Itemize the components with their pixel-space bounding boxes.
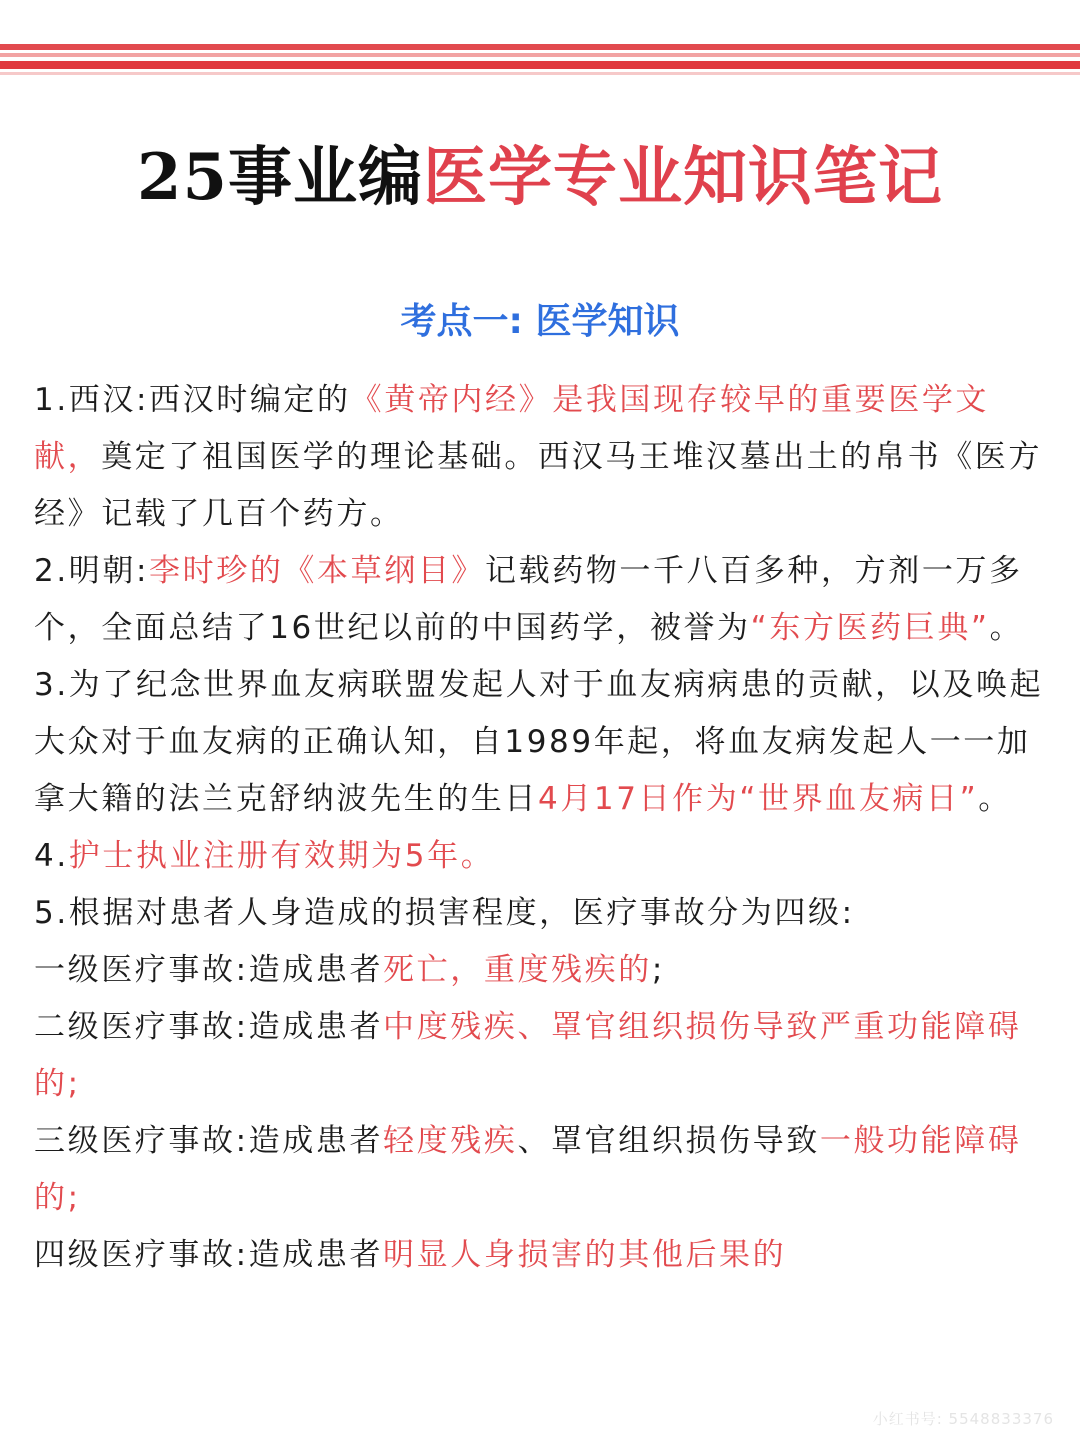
highlighted-text: 《黄帝内经》是我国现存较早的重要医学文献，: [34, 382, 990, 475]
highlighted-text: 护士执业注册有效期为5年。: [68, 838, 495, 874]
highlighted-text: 一般功能障碍的;: [34, 1123, 1022, 1216]
page-title: [0, 130, 1080, 226]
note-text: 。: [978, 781, 1012, 817]
band-stripe: [0, 44, 1080, 50]
note-text: 5.根据对患者人身造成的损害程度，医疗事故分为四级:: [34, 895, 855, 931]
note-item: [34, 828, 1050, 885]
note-item: [34, 1227, 1050, 1284]
highlighted-text: 4月17日作为“世界血友病日”: [538, 781, 979, 817]
watermark: 小红书号: 5548833376: [872, 1410, 1054, 1428]
notes-body: [34, 372, 1050, 1284]
note-text: 四级医疗事故:造成患者: [34, 1237, 384, 1273]
note-text: 3.为了纪念世界血友病联盟发起人对于血友病病患的贡献，以及唤起大众对于血友病的正确认知，自1989年起，将血友病发起人一一加拿大籍的法兰克舒纳波先生的生日: [34, 667, 1044, 817]
note-item: [34, 657, 1050, 828]
note-text: 奠定了祖国医学的理论基础。西汉马王堆汉墓出土的帛书《医方经》记载了几百个药方。: [34, 439, 1042, 532]
highlighted-text: 李时珍的《本草纲目》: [149, 553, 486, 589]
band-stripe: [0, 53, 1080, 57]
top-decorative-band: [0, 0, 1080, 110]
note-text: 、罩官组织损伤导致: [517, 1123, 820, 1159]
section-heading: 考点一: 医学知识: [400, 301, 680, 342]
page-title-prefix: 25事业编: [136, 140, 424, 215]
highlighted-text: 明显人身损害的其他后果的: [383, 1237, 787, 1273]
note-item: [34, 942, 1050, 999]
note-text: 4.: [34, 838, 69, 874]
note-item: [34, 543, 1050, 657]
note-text: 二级医疗事故:造成患者: [34, 1009, 384, 1045]
note-item: [34, 999, 1050, 1113]
highlighted-text: 中度残疾、罩官组织损伤导致严重功能障碍的;: [34, 1009, 1022, 1102]
note-item: [34, 1113, 1050, 1227]
note-item: [34, 885, 1050, 942]
highlighted-text: “东方医药巨典”: [750, 610, 990, 646]
note-text: 1.西汉:西汉时编定的: [34, 382, 351, 418]
note-item: [34, 372, 1050, 543]
note-text: 三级医疗事故:造成患者: [34, 1123, 384, 1159]
highlighted-text: 轻度残疾: [383, 1123, 518, 1159]
highlighted-text: 死亡，重度残疾的: [383, 952, 652, 988]
page-title-highlight: 医学专业知识笔记: [423, 140, 944, 215]
band-stripe: [0, 61, 1080, 69]
note-text: 记载药物一千八百多种，方剂一万多个，全面总结了16世纪以前的中国药学，被誉为: [34, 553, 1023, 646]
band-stripe: [0, 72, 1080, 75]
note-text: 。: [989, 610, 1024, 646]
note-text: 一级医疗事故:造成患者: [34, 952, 384, 988]
note-text: ;: [651, 952, 665, 988]
note-text: 2.明朝:: [34, 553, 150, 589]
